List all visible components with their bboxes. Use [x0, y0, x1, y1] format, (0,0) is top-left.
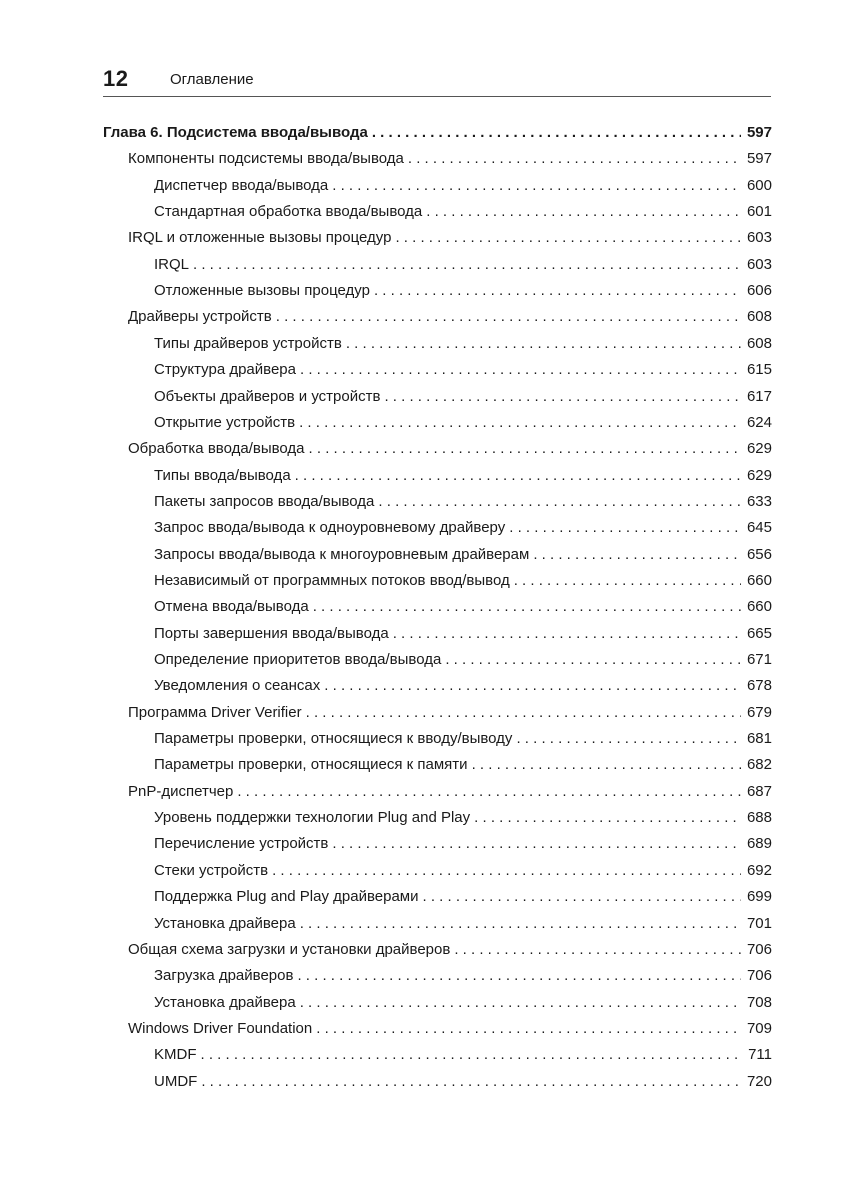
- page-header: [103, 66, 771, 97]
- toc-entry-title: Независимый от программных потоков ввод/вывод: [154, 571, 510, 589]
- toc-entry-title: Установка драйвера: [154, 914, 296, 932]
- toc-entry-page: 678: [746, 677, 772, 695]
- dot-leader: [300, 915, 741, 932]
- toc-subsection: [154, 677, 772, 699]
- toc-entry-title: Перечисление устройств: [154, 835, 329, 853]
- toc-entry-page: 608: [746, 308, 772, 326]
- dot-leader: [309, 440, 741, 457]
- toc-entry-page: 701: [746, 914, 772, 932]
- toc-subsection: [154, 546, 772, 568]
- dot-leader: [395, 229, 741, 246]
- toc-entry-page: 597: [746, 124, 772, 141]
- toc-entry-page: 629: [746, 440, 772, 458]
- dot-leader: [276, 308, 741, 325]
- toc-subsection: [154, 809, 772, 831]
- toc-subsection: [154, 888, 772, 910]
- toc-section: [128, 150, 772, 172]
- dot-leader: [306, 704, 741, 721]
- dot-leader: [474, 809, 741, 826]
- dot-leader: [378, 493, 741, 510]
- dot-leader: [300, 994, 741, 1011]
- toc-entry-page: 699: [746, 888, 772, 906]
- toc-entry-title: Запрос ввода/вывода к одноуровневому драйверу: [154, 519, 506, 537]
- dot-leader: [300, 361, 741, 378]
- dot-leader: [509, 519, 741, 536]
- toc-subsection: [154, 361, 772, 383]
- toc-entry-title: Установка драйвера: [154, 993, 296, 1011]
- toc-entry-page: 689: [746, 835, 772, 853]
- toc-entry-title: Определение приоритетов ввода/вывода: [154, 651, 442, 668]
- dot-leader: [324, 677, 741, 694]
- toc-chapter: [103, 124, 772, 146]
- dot-leader: [423, 888, 741, 905]
- toc-entry-title: Типы драйверов устройств: [154, 334, 342, 352]
- toc-entry-title: Программа Driver Verifier: [128, 703, 302, 721]
- toc-subsection: [154, 1073, 772, 1095]
- dot-leader: [193, 256, 741, 273]
- toc-section: [128, 783, 772, 805]
- toc-entry-title: Пакеты запросов ввода/вывода: [154, 492, 375, 510]
- toc-entry-title: Запросы ввода/вывода к многоуровневым драйверам: [154, 545, 530, 563]
- toc-entry-title: Обработка ввода/вывода: [128, 440, 305, 458]
- dot-leader: [332, 835, 741, 852]
- toc-entry-page: 603: [746, 229, 772, 247]
- toc-subsection: [154, 414, 772, 436]
- toc-entry-title: Уровень поддержки технологии Plug and Play: [154, 809, 471, 827]
- toc-entry-title: Параметры проверки, относящиеся к вводу/выводу: [154, 730, 513, 748]
- toc-entry-page: 709: [746, 1019, 772, 1037]
- toc-entry-title: Параметры проверки, относящиеся к памяти: [154, 756, 468, 774]
- toc-subsection: [154, 493, 772, 515]
- dot-leader: [426, 203, 741, 220]
- toc-entry-page: 706: [746, 940, 772, 958]
- dot-leader: [201, 1046, 743, 1063]
- dot-leader: [313, 598, 741, 615]
- dot-leader: [299, 414, 741, 431]
- toc-entry-title: Стеки устройств: [154, 861, 269, 879]
- toc-entry-title: KMDF: [154, 1046, 197, 1064]
- dot-leader: [372, 124, 741, 141]
- toc-entry-title: Объекты драйверов и устройств: [154, 387, 381, 405]
- dot-leader: [374, 282, 741, 299]
- toc-entry-title: Поддержка Plug and Play драйверами: [154, 888, 419, 906]
- toc-entry-title: Драйверы устройств: [128, 308, 272, 326]
- toc-entry-title: PnP-диспетчер: [128, 782, 234, 800]
- toc-entry-page: 660: [746, 598, 772, 616]
- toc-subsection: [154, 598, 772, 620]
- dot-leader: [297, 967, 741, 984]
- dot-leader: [514, 572, 741, 589]
- toc-subsection: [154, 467, 772, 489]
- toc-entry-page: 603: [746, 255, 772, 273]
- toc-subsection: [154, 915, 772, 937]
- toc-subsection: [154, 651, 772, 673]
- dot-leader: [454, 941, 741, 958]
- toc-subsection: [154, 177, 772, 199]
- toc-section: [128, 229, 772, 251]
- toc-entry-title: IRQL: [154, 255, 190, 273]
- toc-subsection: [154, 388, 772, 410]
- dot-leader: [201, 1073, 741, 1090]
- dot-leader: [332, 177, 741, 194]
- toc-entry-title: Глава 6. Подсистема ввода/вывода: [103, 124, 368, 141]
- toc-entry-title: Структура драйвера: [154, 361, 296, 379]
- dot-leader: [408, 150, 741, 167]
- toc-section: [128, 1020, 772, 1042]
- toc-entry-page: 606: [746, 282, 772, 300]
- dot-leader: [445, 651, 741, 668]
- toc-subsection: [154, 256, 772, 278]
- page-number: 12: [103, 66, 129, 91]
- dot-leader: [316, 1020, 741, 1037]
- toc-entry-title: Общая схема загрузки и установки драйверов: [128, 940, 451, 958]
- toc-entry-page: 679: [746, 703, 772, 721]
- toc-entry-page: 601: [746, 203, 772, 221]
- toc-entry-title: Отложенные вызовы процедур: [154, 282, 370, 300]
- toc-entry-title: Типы ввода/вывода: [154, 466, 291, 484]
- dot-leader: [533, 546, 741, 563]
- dot-leader: [346, 335, 741, 352]
- toc-entry-title: Стандартная обработка ввода/вывода: [154, 203, 423, 221]
- toc-entry-page: 688: [746, 809, 772, 827]
- dot-leader: [472, 756, 741, 773]
- toc-entry-title: Уведомления о сеансах: [154, 677, 321, 695]
- toc-entry-page: 645: [746, 519, 772, 537]
- dot-leader: [295, 467, 741, 484]
- toc-subsection: [154, 572, 772, 594]
- toc-entry-page: 687: [746, 782, 772, 800]
- toc-entry-page: 706: [746, 967, 772, 985]
- toc-entry-page: 656: [746, 545, 772, 563]
- toc-entry-page: 682: [746, 756, 772, 774]
- toc-subsection: [154, 625, 772, 647]
- toc-entry-page: 617: [746, 387, 772, 405]
- toc-entry-page: 665: [746, 624, 772, 642]
- dot-leader: [272, 862, 741, 879]
- dot-leader: [393, 625, 741, 642]
- toc-subsection: [154, 862, 772, 884]
- toc-entry-title: UMDF: [154, 1072, 198, 1090]
- toc-entry-page: 600: [746, 176, 772, 194]
- toc-entry-title: Диспетчер ввода/вывода: [154, 176, 329, 194]
- toc-entry-page: 660: [746, 571, 772, 589]
- toc-entry-title: Порты завершения ввода/вывода: [154, 624, 389, 642]
- toc-entry-page: 608: [746, 334, 772, 352]
- toc-entry-title: Компоненты подсистемы ввода/вывода: [128, 150, 404, 168]
- toc-entry-title: Загрузка драйверов: [154, 967, 294, 985]
- dot-leader: [516, 730, 741, 747]
- toc-subsection: [154, 282, 772, 304]
- toc-subsection: [154, 730, 772, 752]
- toc-subsection: [154, 1046, 772, 1068]
- toc-entry-page: 597: [746, 150, 772, 168]
- toc-subsection: [154, 967, 772, 989]
- running-title: Оглавление: [170, 71, 254, 88]
- toc-subsection: [154, 994, 772, 1016]
- toc-section: [128, 440, 772, 462]
- toc-section: [128, 941, 772, 963]
- toc-entry-page: 708: [746, 993, 772, 1011]
- toc-subsection: [154, 203, 772, 225]
- toc-entry-page: 681: [746, 730, 772, 748]
- toc-subsection: [154, 335, 772, 357]
- toc-entry-title: IRQL и отложенные вызовы процедур: [128, 229, 392, 247]
- toc-entry-page: 711: [748, 1046, 772, 1064]
- toc-entry-title: Windows Driver Foundation: [128, 1019, 313, 1037]
- toc-entry-page: 692: [746, 861, 772, 879]
- toc-entry-page: 624: [746, 413, 772, 431]
- toc-subsection: [154, 835, 772, 857]
- toc-entry-page: 629: [746, 466, 772, 484]
- toc-entry-page: 720: [746, 1072, 772, 1090]
- toc-entry-page: 671: [746, 651, 772, 668]
- toc-subsection: [154, 756, 772, 778]
- toc-entry-title: Отмена ввода/вывода: [154, 598, 309, 616]
- dot-leader: [237, 783, 741, 800]
- toc-section: [128, 308, 772, 330]
- toc-section: [128, 704, 772, 726]
- toc-entry-title: Открытие устройств: [154, 413, 296, 431]
- toc-entry-page: 633: [746, 492, 772, 510]
- dot-leader: [384, 388, 741, 405]
- toc-entry-page: 615: [746, 361, 772, 379]
- toc-subsection: [154, 519, 772, 541]
